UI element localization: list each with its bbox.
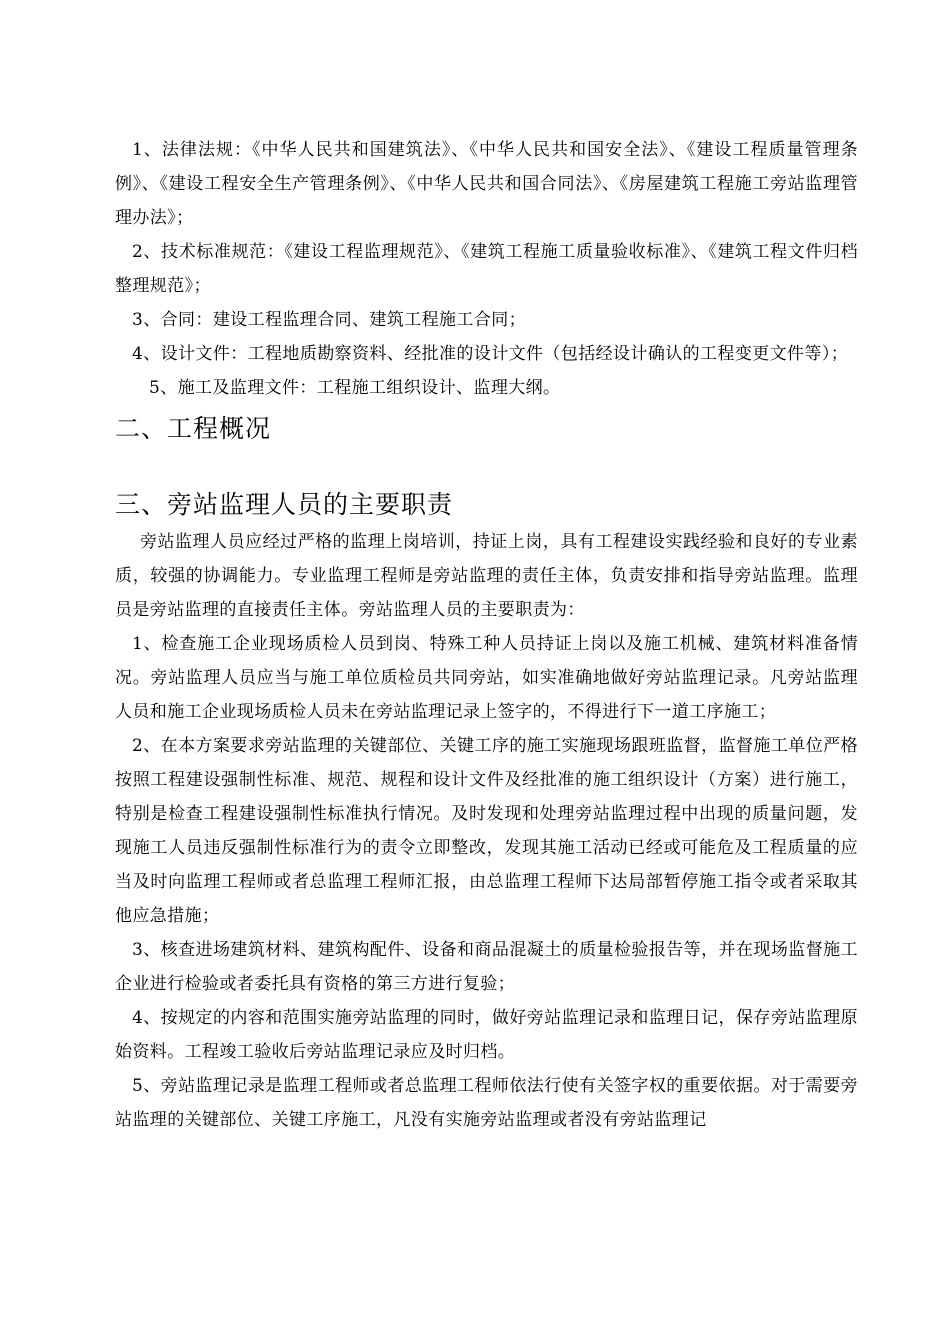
basis-item-4: 4、设计文件：工程地质勘察资料、经批准的设计文件（包括经设计确认的工程变更文件等）； xyxy=(132,344,849,364)
document-body xyxy=(115,133,858,1137)
basis-item-3: 3、合同：建设工程监理合同、建筑工程施工合同； xyxy=(132,310,527,330)
duty-item-4: 4、按规定的内容和范围实施旁站监理的同时，做好旁站监理记录和监理日记，保存旁站监理原始资料。工程竣工验收后旁站监理记录应及时归档。 xyxy=(115,1008,858,1062)
basis-item-2: 2、技术标准规范：《建设工程监理规范》、《建筑工程施工质量验收标准》、《建筑工程文件归档整理规范》； xyxy=(115,242,858,296)
duty-item-3: 3、核查进场建筑材料、建筑构配件、设备和商品混凝土的质量检验报告等，并在现场监督施工企业进行检验或者委托具有资格的第三方进行复验； xyxy=(115,940,858,994)
duty-item-1: 1、检查施工企业现场质检人员到岗、特殊工种人员持证上岗以及施工机械、建筑材料准备情况。旁站监理人员应当与施工单位质检员共同旁站，如实准确地做好旁站监理记录。凡旁站监理人员和施工企业现场质检人员未在旁站监理记录上签字的，不得进行下一道工序施工； xyxy=(115,634,858,722)
section-3-intro: 旁站监理人员应经过严格的监理上岗培训，持证上岗，具有工程建设实践经验和良好的专业素质，较强的协调能力。专业监理工程师是旁站监理的责任主体，负责安排和指导旁站监理。监理员是旁站监理的直接责任主体。旁站监理人员的主要职责为： xyxy=(115,532,858,620)
basis-item-5: 5、施工及监理文件：工程施工组织设计、监理大纲。 xyxy=(149,378,561,398)
section-3-heading: 三、旁站监理人员的主要职责 xyxy=(115,490,454,519)
section-2-heading: 二、工程概况 xyxy=(115,414,272,443)
basis-item-1: 1、法律法规：《中华人民共和国建筑法》、《中华人民共和国安全法》、《建设工程质量管理条例》、《建设工程安全生产管理条例》、《中华人民共和国合同法》、《房屋建筑工程施工旁站监理管理办法》； xyxy=(115,140,858,228)
duty-item-2: 2、在本方案要求旁站监理的关键部位、关键工序的施工实施现场跟班监督，监督施工单位严格按照工程建设强制性标准、规范、规程和设计文件及经批准的施工组织设计（方案）进行施工，特别是检查工程建设强制性标准执行情况。及时发现和处理旁站监理过程中出现的质量问题，发现施工人员违反强制性标准行为的责令立即整改，发现其施工活动已经或可能危及工程质量的应当及时向监理工程师或者总监理工程师汇报，由总监理工程师下达局部暂停施工指令或者采取其他应急措施； xyxy=(115,736,858,926)
duty-item-5: 5、旁站监理记录是监理工程师或者总监理工程师依法行使有关签字权的重要依据。对于需要旁站监理的关键部位、关键工序施工，凡没有实施旁站监理或者没有旁站监理记 xyxy=(115,1076,858,1130)
